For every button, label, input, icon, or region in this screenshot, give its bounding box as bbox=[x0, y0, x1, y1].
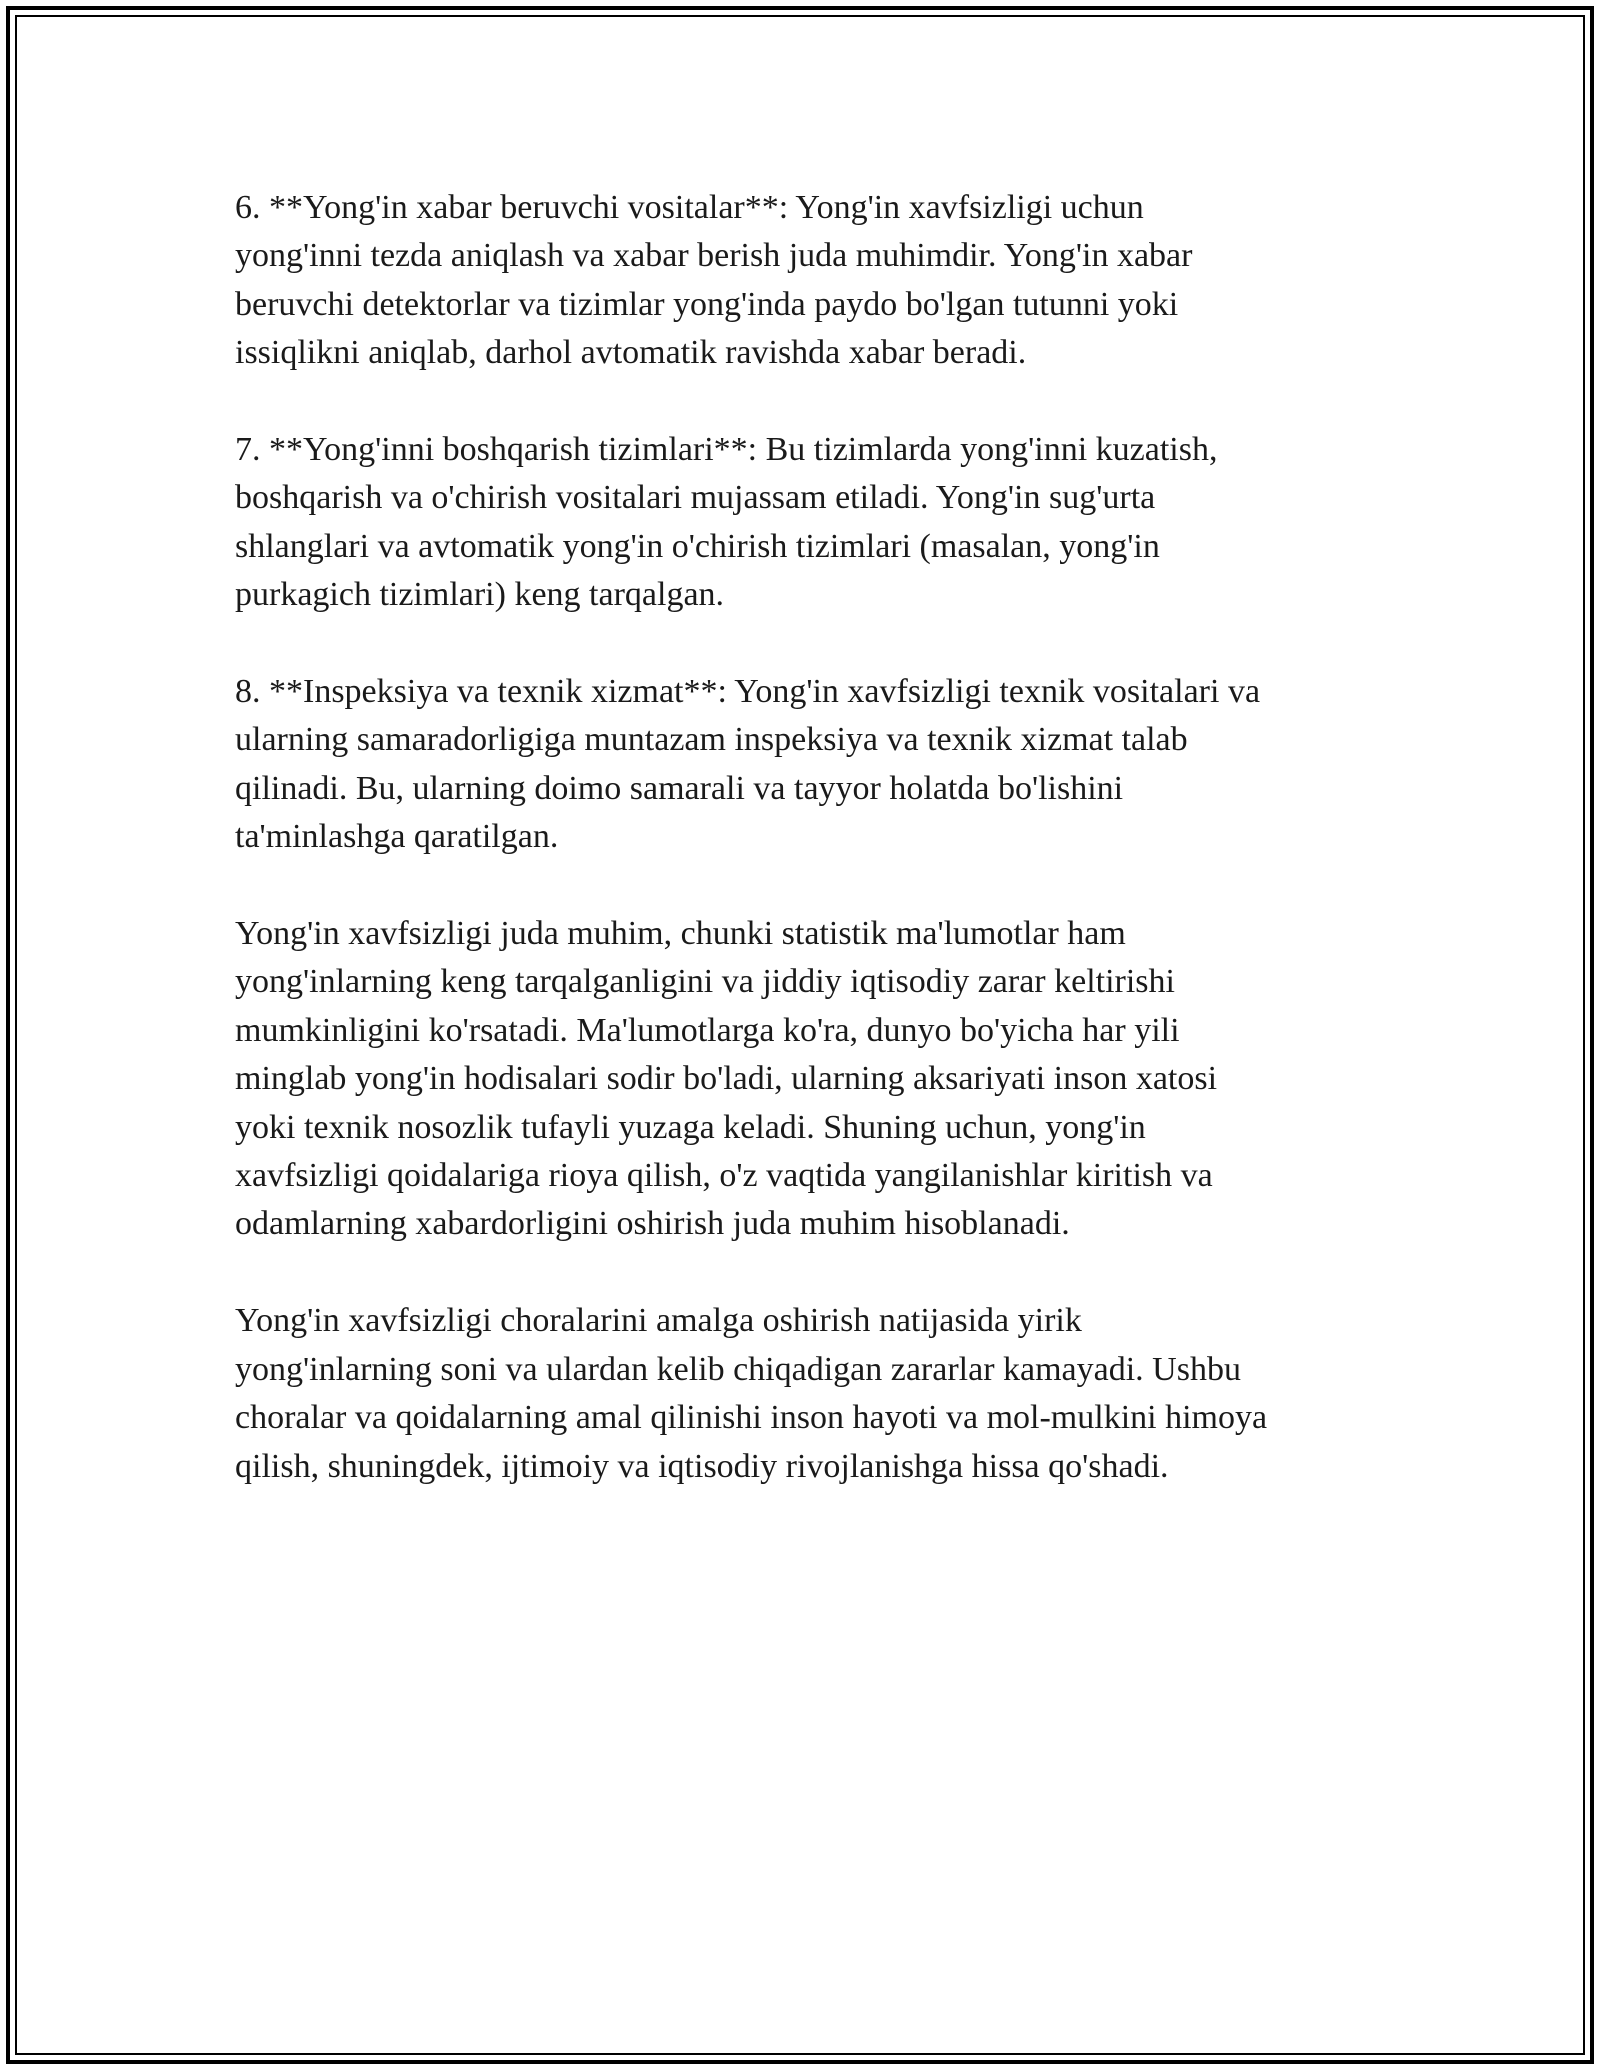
text-line: 7. **Yong'inni boshqarish tizimlari**: Bu tizimlarda yong'inni kuzatish, bbox=[235, 431, 1218, 469]
text-line: shlanglari va avtomatik yong'in o'chirish tizimlari (masalan, yong'in bbox=[235, 527, 1160, 565]
paragraph-item-8 bbox=[235, 668, 1375, 862]
text-line: qilinadi. Bu, ularning doimo samarali va tayyor holatda bo'lishini bbox=[235, 769, 1124, 807]
text-line: qilish, shuningdek, ijtimoiy va iqtisodiy rivojlanishga hissa qo'shadi. bbox=[235, 1447, 1169, 1485]
paragraph-conclusion bbox=[235, 1297, 1375, 1491]
text-line: mumkinligini ko'rsatadi. Ma'lumotlarga ko'ra, dunyo bo'yicha har yili bbox=[235, 1011, 1180, 1049]
text-line: 8. **Inspeksiya va texnik xizmat**: Yong'in xavfsizligi texnik vositalari va bbox=[235, 673, 1261, 711]
text-line: choralar va qoidalarning amal qilinishi inson hayoti va mol-mulkini himoya bbox=[235, 1399, 1268, 1437]
text-line: odamlarning xabardorligini oshirish juda muhim hisoblanadi. bbox=[235, 1205, 1070, 1243]
paragraph-item-7 bbox=[235, 426, 1375, 620]
text-line: Yong'in xavfsizligi choralarini amalga oshirish natijasida yirik bbox=[235, 1302, 1082, 1340]
text-line: issiqlikni aniqlab, darhol avtomatik ravishda xabar beradi. bbox=[235, 334, 1027, 372]
text-line: yong'inlarning soni va ulardan kelib chiqadigan zararlar kamayadi. Ushbu bbox=[235, 1350, 1241, 1388]
text-line: yong'inlarning keng tarqalganligini va jiddiy iqtisodiy zarar keltirishi bbox=[235, 963, 1175, 1001]
text-line: boshqarish va o'chirish vositalari mujassam etiladi. Yong'in sug'urta bbox=[235, 479, 1156, 517]
text-line: beruvchi detektorlar va tizimlar yong'inda paydo bo'lgan tutunni yoki bbox=[235, 285, 1179, 323]
paragraph-item-6 bbox=[235, 184, 1375, 378]
text-line: xavfsizligi qoidalariga rioya qilish, o'z vaqtida yangilanishlar kiritish va bbox=[235, 1157, 1213, 1195]
text-line: purkagich tizimlari) keng tarqalgan. bbox=[235, 576, 725, 614]
text-line: Yong'in xavfsizligi juda muhim, chunki statistik ma'lumotlar ham bbox=[235, 915, 1126, 953]
text-line: yoki texnik nosozlik tufayli yuzaga keladi. Shuning uchun, yong'in bbox=[235, 1108, 1146, 1146]
document-body bbox=[235, 184, 1375, 1539]
paragraph-importance bbox=[235, 910, 1375, 1249]
text-line: ta'minlashga qaratilgan. bbox=[235, 818, 559, 856]
text-line: 6. **Yong'in xabar beruvchi vositalar**: Yong'in xavfsizligi uchun bbox=[235, 189, 1144, 226]
text-line: minglab yong'in hodisalari sodir bo'ladi, ularning aksariyati inson xatosi bbox=[235, 1060, 1218, 1098]
text-line: yong'inni tezda aniqlash va xabar berish juda muhimdir. Yong'in xabar bbox=[235, 237, 1193, 275]
text-line: ularning samaradorligiga muntazam inspeksiya va texnik xizmat talab bbox=[235, 721, 1188, 759]
